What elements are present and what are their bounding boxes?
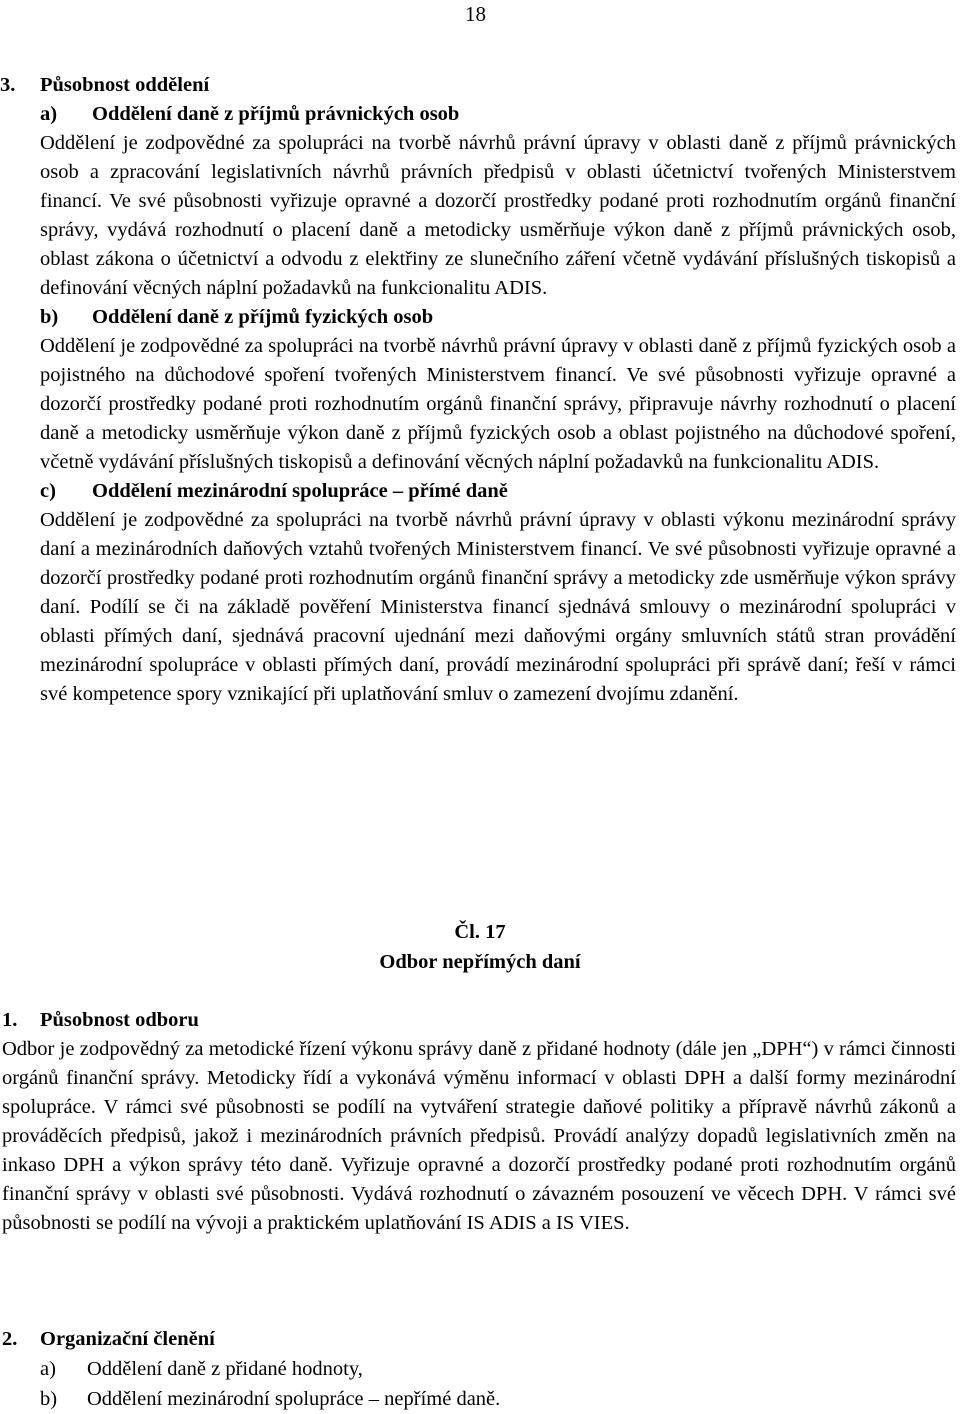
list-item-label: b) <box>40 1388 58 1410</box>
list-item <box>2 1384 956 1414</box>
subsection-a-heading <box>40 100 956 129</box>
section-2-title: Organizační členění <box>40 1328 215 1350</box>
article-number: Čl. 17 <box>454 921 506 943</box>
subsection-c-title: Oddělení mezinárodní spolupráce – přímé daně <box>92 480 508 502</box>
list-item-label: a) <box>40 1358 56 1380</box>
section-3-number: 3. <box>0 74 16 96</box>
section-1-heading <box>2 1006 956 1035</box>
subsection-c-text: Oddělení je zodpovědné za spolupráci na tvorbě návrhů právní úpravy v oblasti výkonu mezinárodní správy daní a mezinárodních daňových vztahů tvořených Ministerstvem financí. Ve své působnosti vyřizuje opravné a dozorčí prostředky podané proti rozhodnutím orgánů finanční správy a metodicky zde usměrňuje výkon správy daní. Podílí se či na základě pověření Ministerstva financí sjednává smlouvy o mezinárodní spolupráci v oblasti přímých daní, sjednává pracovní ujednání mezi daňovými orgány smluvních států stran provádění mezinárodní spolupráce v oblasti přímých daní, provádí mezinárodní spolupráci při správě daní; řeší v rámci své kompetence spory vznikající při uplatňování smluv o zamezení dvojímu zdanění. <box>40 509 956 705</box>
subsection-b-heading <box>40 303 956 332</box>
page-number: 18 <box>465 2 486 26</box>
section-1-text: Odbor je zodpovědný za metodické řízení výkonu správy daně z přidané hodnoty (dále jen „DPH“) v rámci činnosti orgánů finanční správy. Metodicky řídí a vykonává výměnu informací v oblasti DPH a další formy mezinárodní spolupráce. V rámci své působnosti se podílí na vytváření strategie daňové politiky a přípravě návrhů zákonů a prováděcích předpisů, jakož i mezinárodních právních předpisů. Provádí analýzy dopadů legislativních změn na inkaso DPH a výkon správy této daně. Vyřizuje opravné a dozorčí prostředky podané proti rozhodnutím orgánů finanční správy v oblasti své působnosti. Vydává rozhodnutí o závazném posouzení ve věcech DPH. V rámci své působnosti se podílí na vývoji a praktickém uplatňování IS ADIS a IS VIES. <box>2 1038 956 1234</box>
section-2-organizacni-cleneni <box>2 1325 956 1414</box>
list-item-text: Oddělení daně z přidané hodnoty, <box>87 1358 363 1380</box>
section-1-title: Působnost odboru <box>40 1009 199 1031</box>
section-3-heading <box>0 71 956 100</box>
subsection-a-text: Oddělení je zodpovědné za spolupráci na tvorbě návrhů právní úpravy v oblasti daně z příjmů právnických osob a zpracování legislativních návrhů právních předpisů v oblasti účetnictví tvořených Ministerstvem financí. Ve své působnosti vyřizuje opravné a dozorčí prostředky podané proti rozhodnutím orgánů finanční správy, vydává rozhodnutí o placení daně a metodicky usměrňuje výkon daně z příjmů právnických osob, oblast zákona o účetnictví a odvodu z elektřiny ze slunečního záření včetně vydávání příslušných tiskopisů a definování věcných náplní požadavků na funkcionalitu ADIS. <box>40 132 956 299</box>
section-1-pusobnost-odboru <box>2 1006 956 1238</box>
article-title: Odbor nepřímých daní <box>379 951 581 973</box>
section-2-number: 2. <box>2 1328 18 1350</box>
list-item <box>2 1354 956 1384</box>
subsection-c-heading <box>40 477 956 506</box>
subsection-a-label: a) <box>40 103 58 125</box>
subsection-b-title: Oddělení daně z příjmů fyzických osob <box>92 306 434 328</box>
section-3-pusobnost-oddeleni <box>0 71 956 709</box>
section-1-number: 1. <box>2 1009 18 1031</box>
subsection-b-label: b) <box>40 306 59 328</box>
list-item-text: Oddělení mezinárodní spolupráce – nepřímé daně. <box>87 1388 501 1410</box>
subsection-c-label: c) <box>40 480 56 502</box>
section-2-heading <box>2 1325 956 1354</box>
section-3-title: Působnost oddělení <box>40 74 210 96</box>
subsection-b-text: Oddělení je zodpovědné za spolupráci na tvorbě návrhů právní úpravy v oblasti daně z příjmů fyzických osob a pojistného na důchodové spoření tvořených Ministerstvem financí. Ve své působnosti vyřizuje opravné a dozorčí prostředky podané proti rozhodnutím orgánů finanční správy, připravuje návrhy rozhodnutí o placení daně a metodicky usměrňuje výkon daně z příjmů fyzických osob a oblast pojistného na důchodové spoření, včetně vydávání příslušných tiskopisů a definování věcných náplní požadavků na funkcionalitu ADIS. <box>40 335 956 473</box>
subsection-a-title: Oddělení daně z příjmů právnických osob <box>92 103 460 125</box>
